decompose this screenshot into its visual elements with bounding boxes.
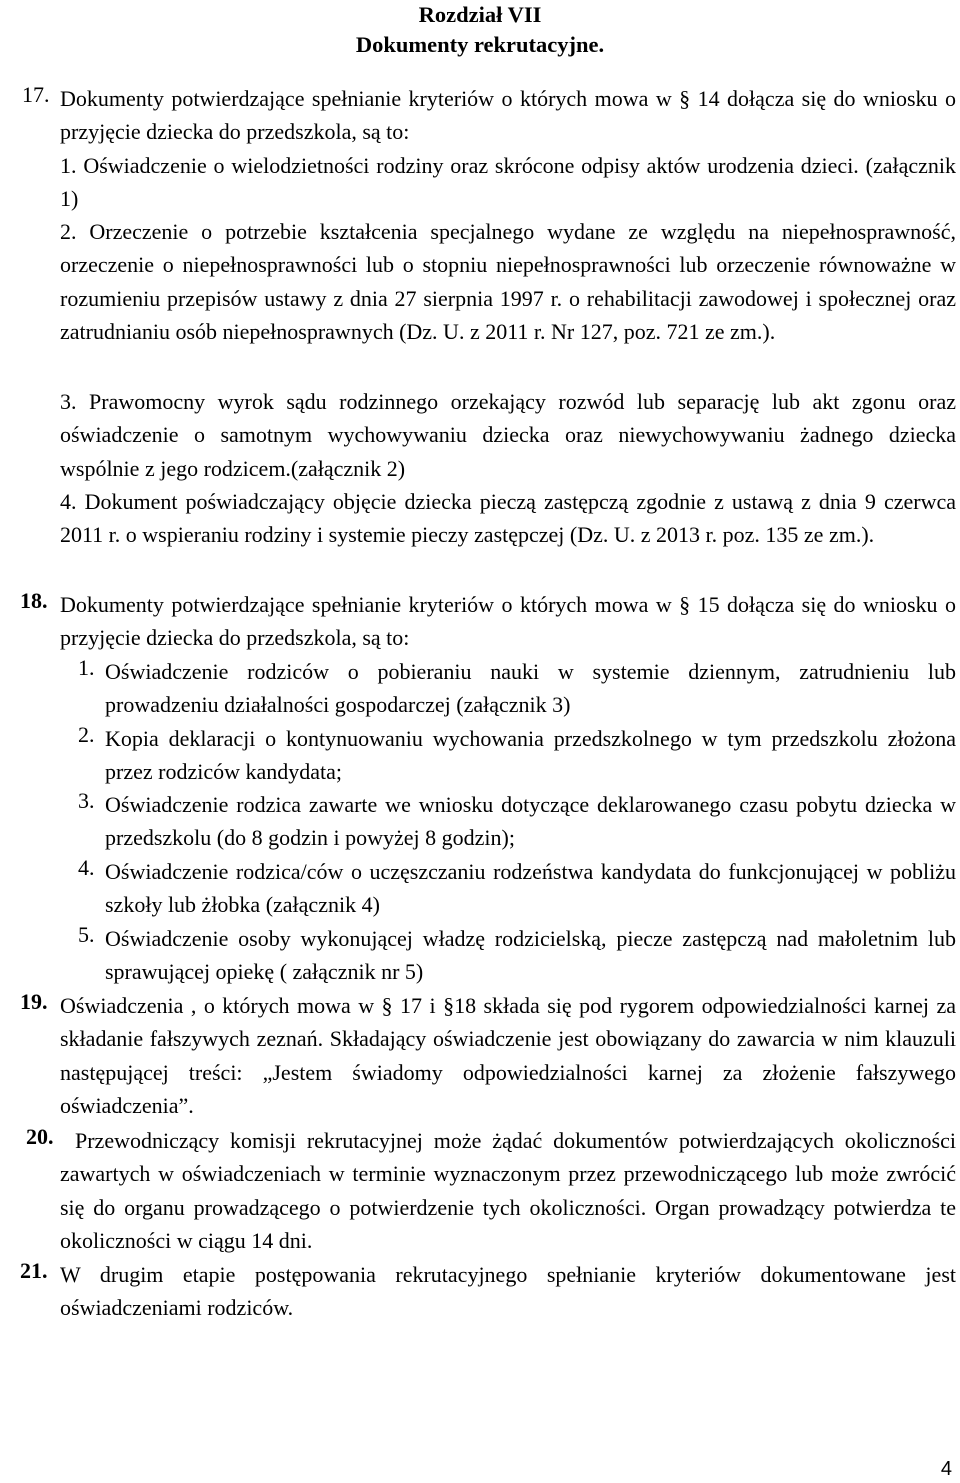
section-18-number: 18. — [20, 588, 48, 613]
section-17-intro: Dokumenty potwierdzające spełnianie kryteriów o których mowa w § 14 dołącza się do wniosku o przyjęcie dziecka do przedszkola, są to: — [60, 86, 956, 145]
section-18-intro: Dokumenty potwierdzające spełnianie kryteriów o których mowa w § 15 dołącza się do wniosku o przyjęcie dziecka do przedszkola, są to: — [60, 592, 956, 651]
section-18-item-3: Oświadczenie rodzica zawarte we wniosku dotyczące deklarowanego czasu pobytu dziecka w przedszkolu (do 8 godzin i powyżej 8 godzin); — [105, 792, 956, 851]
section-20-number: 20. — [26, 1124, 54, 1149]
section-21-number: 21. — [20, 1258, 48, 1283]
section-17-item-1 — [60, 149, 956, 216]
item-number: 2. — [60, 219, 77, 244]
section-18-item-2-number: 2. — [78, 722, 95, 747]
chapter-subtitle: Dokumenty rekrutacyjne. — [355, 32, 605, 57]
section-18-item-3-number: 3. — [78, 788, 95, 813]
section-17-item-4 — [60, 485, 956, 552]
item-text: Orzeczenie o potrzebie kształcenia specjalnego wydane ze względu na niepełnosprawność, orzeczenie o niepełnosprawności lub o stopniu niepełnosprawności lub orzeczenie równoważne w rozumieniu przepisów ustawy z dnia 27 sierpnia 1997 r. o rehabilitacji zawodowej i społecznej oraz zatrudnianiu osób niepełnosprawnych (Dz. U. z 2011 r. Nr 127, poz. 721 ze zm.). — [60, 219, 957, 344]
item-number: 4. — [60, 489, 77, 514]
section-18-item-5: Oświadczenie osoby wykonującej władzę rodzicielską, piecze zastępczą nad małoletnim lub sprawującej opiekę ( załącznik nr 5) — [105, 926, 956, 985]
section-18-item-4-number: 4. — [78, 855, 95, 880]
section-17-item-2 — [60, 215, 956, 348]
section-20-text: Przewodniczący komisji rekrutacyjnej może żądać dokumentów potwierdzających okoliczności zawartych w oświadczeniach w terminie wyznaczonym przez przewodniczącego lub może zwrócić się do organu prowadzącego o potwierdzenie tych okoliczności. Organ prowadzący potwierdza te okoliczności w ciągu 14 dni. — [60, 1128, 956, 1253]
item-text: Oświadczenie o wielodzietności rodziny oraz skrócone odpisy aktów urodzenia dzieci. (załącznik 1) — [60, 153, 957, 212]
page-number: 4 — [940, 1458, 952, 1480]
section-19-number: 19. — [20, 989, 48, 1014]
section-18-item-2: Kopia deklaracji o kontynuowaniu wychowania przedszkolnego w tym przedszkolu złożona przez rodziców kandydata; — [105, 726, 956, 785]
section-18-item-4: Oświadczenie rodzica/ców o uczęszczaniu rodzeństwa kandydata do funkcjonującej w pobliżu szkoły lub żłobka (załącznik 4) — [105, 859, 956, 918]
section-18-item-1: Oświadczenie rodziców o pobieraniu nauki w systemie dziennym, zatrudnieniu lub prowadzeniu działalności gospodarczej (załącznik 3) — [105, 659, 956, 718]
section-17-number: 17. — [22, 82, 50, 107]
item-text: Dokument poświadczający objęcie dziecka pieczą zastępczą zgodnie z ustawą z dnia 9 czerwca 2011 r. o wspieraniu rodziny i systemie pieczy zastępczej (Dz. U. z 2013 r. poz. 135 ze zm.). — [60, 489, 957, 548]
item-number: 1. — [60, 153, 77, 178]
item-text: Prawomocny wyrok sądu rodzinnego orzekający rozwód lub separację lub akt zgonu oraz oświadczenie o samotnym wychowywaniu dziecka oraz niewychowywaniu żadnego dziecka wspólnie z jego rodzicem.(załącznik 2) — [60, 389, 956, 481]
section-17-item-3 — [60, 385, 956, 485]
section-18-item-5-number: 5. — [78, 922, 95, 947]
section-21-text: W drugim etapie postępowania rekrutacyjnego spełnianie kryteriów dokumentowane jest oświadczeniami rodziców. — [60, 1262, 956, 1321]
item-number: 3. — [60, 389, 77, 414]
chapter-title: Rozdział VII — [418, 2, 542, 27]
section-19-text: Oświadczenia , o których mowa w § 17 i §18 składa się pod rygorem odpowiedzialności karnej za składanie fałszywych zeznań. Składający oświadczenie jest obowiązany do zawarcia w nim klauzuli następującej treści: „Jestem świadomy odpowiedzialności karnej za złożenie fałszywego oświadczenia”. — [60, 993, 956, 1118]
section-18-item-1-number: 1. — [78, 655, 95, 680]
